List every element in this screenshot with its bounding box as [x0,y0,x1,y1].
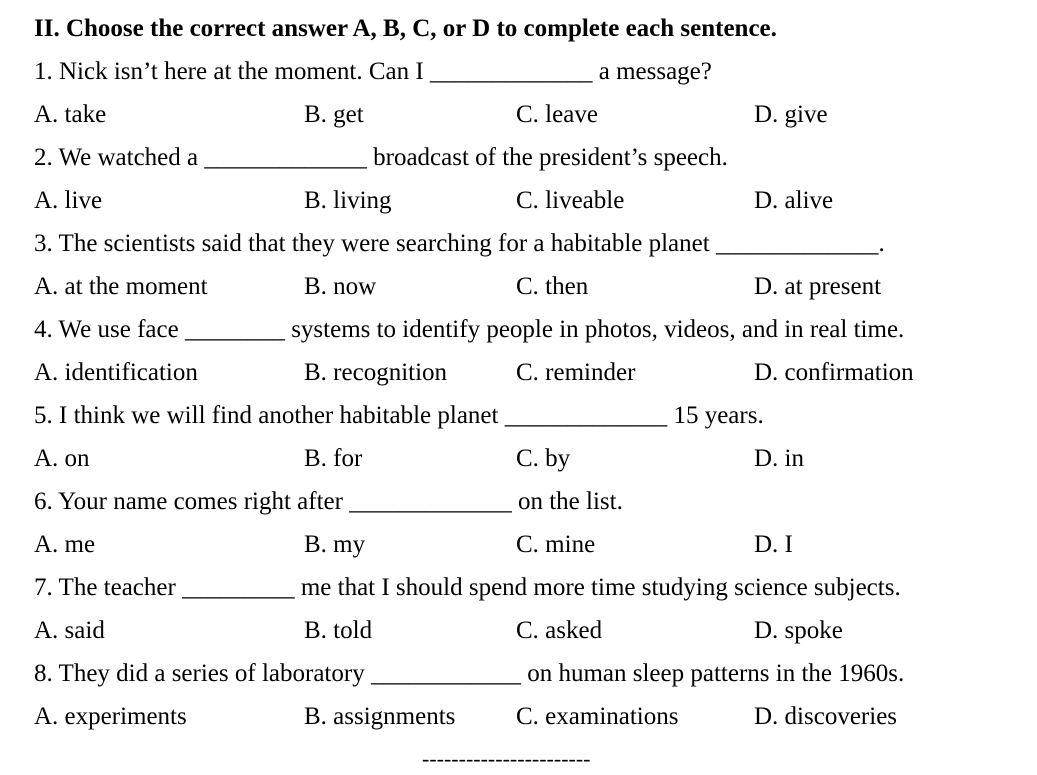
question-text-after: 15 years. [667,402,764,429]
answer-blank: _____________ [429,58,593,85]
option-b: B. get [304,101,364,128]
option-b: B. for [304,445,363,472]
question-text-after: me that I should spend more time studying science subjects. [294,574,901,601]
answer-blank: _____________ [715,230,879,257]
question-text-before: 2. We watched a [34,144,205,171]
option-c: C. examinations [516,703,679,730]
option-a: A. on [34,445,90,472]
question-text-before: 4. We use face [34,316,185,343]
option-d: D. spoke [754,617,843,644]
answer-blank: ____________ [370,660,521,687]
question-1 [34,57,712,87]
option-a: A. at the moment [34,273,208,300]
question-2 [34,143,728,173]
option-a: A. experiments [34,703,187,730]
option-c: C. leave [516,101,598,128]
question-text-after: a message? [592,58,712,85]
option-a: A. said [34,617,105,644]
question-6 [34,487,623,517]
option-a: A. take [34,101,107,128]
question-text-after: broadcast of the president’s speech. [366,144,728,171]
option-c: C. then [516,273,589,300]
question-4 [34,315,904,345]
answer-blank: _________ [182,574,295,601]
option-d: D. in [754,445,804,472]
question-7 [34,573,901,603]
option-d: D. give [754,101,828,128]
answer-blank: _____________ [349,488,512,515]
question-text-before: 6. Your name comes right after [34,488,350,515]
question-text-before: 3. The scientists said that they were searching for a habitable planet [34,230,716,257]
option-d: D. alive [754,187,834,214]
answer-blank: ________ [184,316,285,343]
option-c: C. liveable [516,187,625,214]
option-c: C. by [516,445,571,472]
section-end-divider: ----------------------- [422,746,591,771]
option-a: A. me [34,531,96,558]
question-text-after: on the list. [511,488,623,515]
option-d: D. discoveries [754,703,898,730]
option-b: B. recognition [304,359,448,386]
option-a: A. identification [34,359,198,386]
option-b: B. now [304,273,377,300]
question-text-before: 5. I think we will find another habitable planet [34,402,505,429]
question-8 [34,659,904,689]
option-c: C. reminder [516,359,636,386]
answer-blank: _____________ [504,402,668,429]
question-text-before: 8. They did a series of laboratory [34,660,371,687]
option-d: D. at present [754,273,882,300]
option-c: C. asked [516,617,603,644]
option-c: C. mine [516,531,596,558]
question-text-after: systems to identify people in photos, videos, and in real time. [284,316,905,343]
section-heading: II. Choose the correct answer A, B, C, or D to complete each sentence. [34,15,777,42]
option-a: A. live [34,187,103,214]
option-b: B. told [304,617,373,644]
question-text-after: . [878,230,885,257]
question-3 [34,229,885,259]
option-d: D. I [754,531,793,558]
question-text-before: 7. The teacher [34,574,183,601]
answer-blank: _____________ [204,144,367,171]
option-b: B. assignments [304,703,456,730]
option-b: B. living [304,187,392,214]
option-d: D. confirmation [754,359,914,386]
option-b: B. my [304,531,366,558]
question-text-before: 1. Nick isn’t here at the moment. Can I [34,58,430,85]
question-5 [34,401,764,431]
question-text-after: on human sleep patterns in the 1960s. [520,660,905,687]
